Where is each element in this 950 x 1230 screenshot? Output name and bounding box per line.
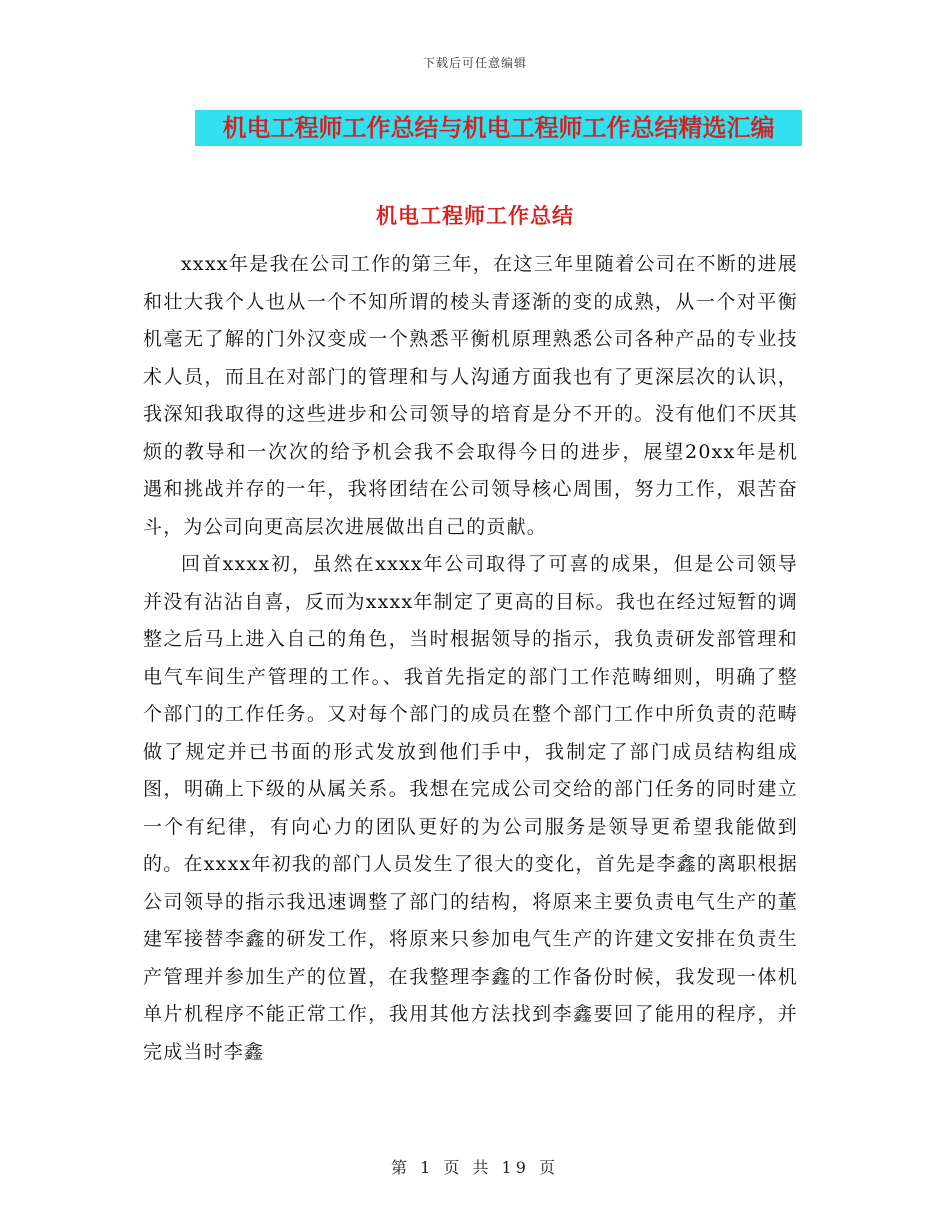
page-header: 下载后可任意编辑 (422, 56, 527, 70)
document-body (143, 246, 798, 1071)
paragraph-1: xxxx年是我在公司工作的第三年，在这三年里随着公司在不断的进展和壮大我个人也从一个不知所谓的棱头青逐渐的变的成熟，从一个对平衡机毫无了解的门外汉变成一个熟悉平衡机原理熟悉公司各种产品的专业技术人员，而且在对部门的管理和与人沟通方面我也有了更深层次的认识，我深知我取得的这些进步和公司领导的培育是分不开的。没有他们不厌其烦的教导和一次次的给予机会我不会取得今日的进步，展望20xx年是机遇和挑战并存的一年，我将团结在公司领导核心周围，努力工作，艰苦奋斗，为公司向更高层次进展做出自己的贡献。 (143, 253, 798, 538)
document-title: 机电工程师工作总结与机电工程师工作总结精选汇编 (222, 113, 775, 142)
page-footer: 第 1 页 共 19 页 (391, 1158, 559, 1177)
paragraph-2: 回首xxxx初，虽然在xxxx年公司取得了可喜的成果，但是公司领导并没有沾沾自喜，反而为xxxx年制定了更高的目标。我也在经过短暂的调整之后马上进入自己的角色，当时根据领导的指示，我负责研发部管理和电气车间生产管理的工作。、我首先指定的部门工作范畴细则，明确了整个部门的工作任务。又对每个部门的成员在整个部门工作中所负责的范畴做了规定并已书面的形式发放到他们手中，我制定了部门成员结构组成图，明确上下级的从属关系。我想在完成公司交给的部门任务的同时建立一个有纪律，有向心力的团队更好的为公司服务是领导更希望我能做到的。在xxxx年初我的部门人员发生了很大的变化，首先是李鑫的离职根据公司领导的指示我迅速调整了部门的结构，将原来主要负责电气生产的董建军接替李鑫的研发工作，将原来只参加电气生产的许建文安排在负责生产管理并参加生产的位置，在我整理李鑫的工作备份时候，我发现一体机单片机程序不能正常工作，我用其他方法找到李鑫要回了能用的程序，并完成当时李鑫 (143, 553, 798, 1063)
section-title: 机电工程师工作总结 (376, 203, 574, 228)
